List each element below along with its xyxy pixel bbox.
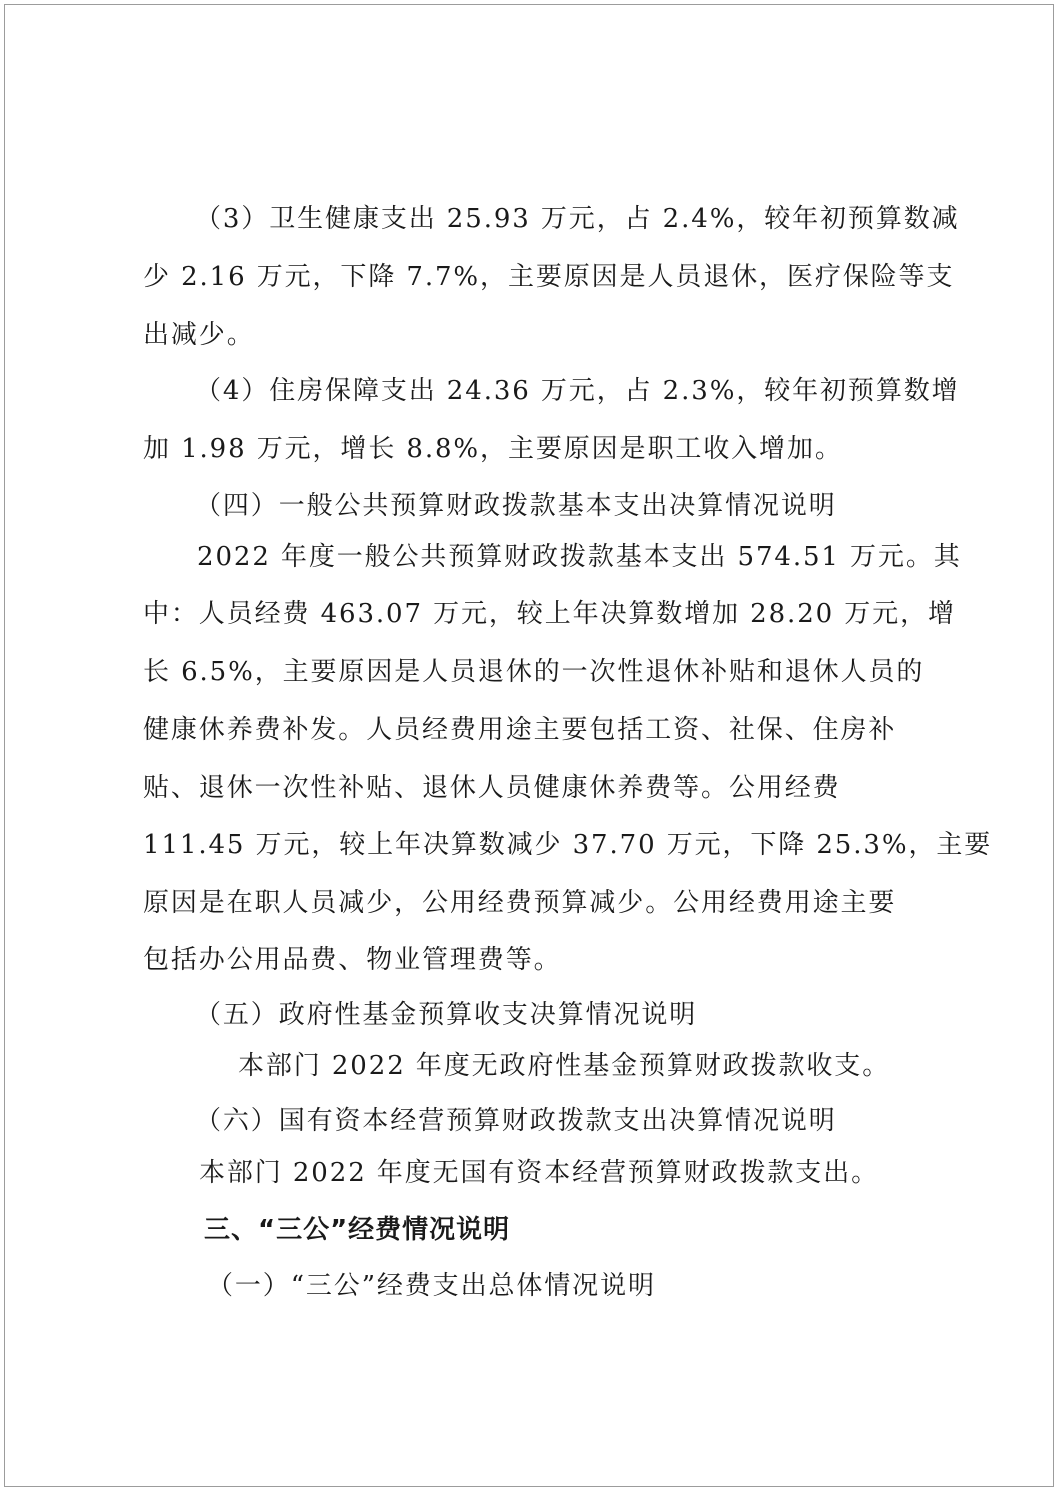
paragraph-line: 长 6.5%，主要原因是人员退休的一次性退休补贴和退休人员的 bbox=[143, 657, 925, 687]
chapter-heading: 三、“三公”经费情况说明 bbox=[204, 1215, 511, 1245]
paragraph-line: 包括办公用品费、物业管理费等。 bbox=[143, 945, 562, 975]
paragraph-line: 中：人员经费 463.07 万元，较上年决算数增加 28.20 万元，增 bbox=[143, 599, 956, 629]
paragraph-line: 贴、退休一次性补贴、退休人员健康休养费等。公用经费 bbox=[143, 773, 841, 803]
section-heading: （一）“三公”经费支出总体情况说明 bbox=[207, 1271, 656, 1301]
section-heading: （四）一般公共预算财政拨款基本支出决算情况说明 bbox=[195, 491, 837, 521]
paragraph-line: （4）住房保障支出 24.36 万元，占 2.3%，较年初预算数增 bbox=[195, 376, 960, 406]
paragraph-line: 出减少。 bbox=[143, 320, 255, 350]
section-heading: （六）国有资本经营预算财政拨款支出决算情况说明 bbox=[195, 1106, 837, 1136]
paragraph-line: 原因是在职人员减少，公用经费预算减少。公用经费用途主要 bbox=[143, 888, 897, 918]
section-heading: （五）政府性基金预算收支决算情况说明 bbox=[195, 1000, 698, 1030]
paragraph-line: （3）卫生健康支出 25.93 万元，占 2.4%，较年初预算数减 bbox=[195, 204, 960, 234]
paragraph-line: 111.45 万元，较上年决算数减少 37.70 万元，下降 25.3%，主要 bbox=[143, 830, 993, 860]
paragraph-line: 2022 年度一般公共预算财政拨款基本支出 574.51 万元。其 bbox=[197, 542, 962, 572]
paragraph-line: 加 1.98 万元，增长 8.8%，主要原因是职工收入增加。 bbox=[143, 434, 843, 464]
paragraph-line: 少 2.16 万元，下降 7.7%，主要原因是人员退休，医疗保险等支 bbox=[143, 262, 955, 292]
paragraph-line: 本部门 2022 年度无政府性基金预算财政拨款收支。 bbox=[238, 1051, 891, 1081]
paragraph-line: 健康休养费补发。人员经费用途主要包括工资、社保、住房补 bbox=[143, 715, 897, 745]
paragraph-line: 本部门 2022 年度无国有资本经营预算财政拨款支出。 bbox=[199, 1158, 879, 1188]
